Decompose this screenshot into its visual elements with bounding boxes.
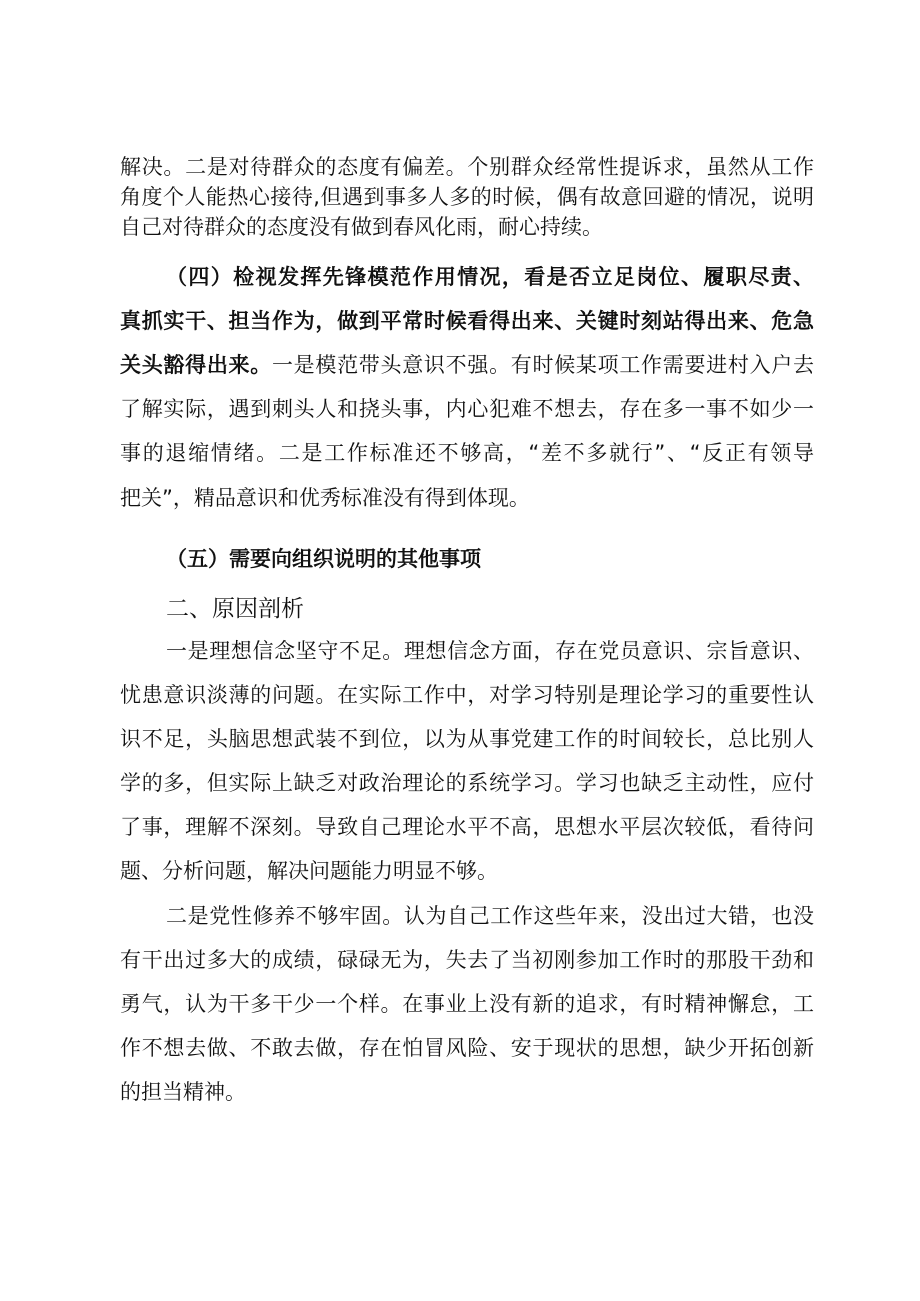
section4-title-line: 真抓实干、担当作为，做到平常时候看得出来、关键时刻站得出来、危急 <box>120 309 814 333</box>
paragraph-line: 事的退缩情绪。二是工作标准还不够高，“差不多就行”、“反正有领导 <box>120 441 814 465</box>
section4-mixed-line <box>120 350 814 380</box>
paragraph-line: 有干出过多大的成绩，碌碌无为，失去了当初刚参加工作时的那股干劲和 <box>120 948 814 972</box>
paragraph-line: 学的多，但实际上缺乏对政治理论的系统学习。学习也缺乏主动性，应付 <box>120 771 814 795</box>
section4-text: 一是模范带头意识不强。有时候某项工作需要进村入户去 <box>271 353 814 377</box>
paragraph-line: 二是党性修养不够牢固。认为自己工作这些年来，没出过大错，也没 <box>166 904 814 928</box>
paragraph-line: 识不足，头脑思想武装不到位，以为从事党建工作的时间较长，总比别人 <box>120 727 814 751</box>
section-heading: 二、原因剖析 <box>166 596 304 622</box>
paragraph-line: 了事，理解不深刻。导致自己理论水平不高，思想水平层次较低，看待问 <box>120 815 814 839</box>
paragraph-line: 了解实际，遇到刺头人和挠头事，内心犯难不想去，存在多一事不如少一 <box>120 397 814 421</box>
paragraph-line: 勇气，认为干多干少一个样。在事业上没有新的追求，有时精神懈怠，工 <box>120 992 814 1016</box>
paragraph-line: 的担当精神。 <box>120 1080 246 1104</box>
paragraph-line: 一是理想信念坚守不足。理想信念方面，存在党员意识、宗旨意识、 <box>166 639 814 663</box>
paragraph-line: 把关”，精品意识和优秀标准没有得到体现。 <box>120 486 530 510</box>
paragraph-line: 解决。二是对待群众的态度有偏差。个别群众经常性提诉求，虽然从工作 <box>120 155 814 179</box>
paragraph-line: 题、分析问题，解决问题能力明显不够。 <box>120 859 498 883</box>
paragraph-line: 作不想去做、不敢去做，存在怕冒风险、安于现状的思想，缺少开拓创新 <box>120 1036 814 1060</box>
paragraph-line: 自己对待群众的态度没有做到春风化雨，耐心持续。 <box>120 215 603 239</box>
section4-title-end: 关头豁得出来。 <box>120 353 272 377</box>
paragraph-line: 忧患意识淡薄的问题。在实际工作中，对学习特别是理论学习的重要性认 <box>120 683 814 707</box>
section5-title: （五）需要向组织说明的其他事项 <box>166 547 481 571</box>
section4-title-line: （四）检视发挥先锋模范作用情况，看是否立足岗位、履职尽责、 <box>166 265 814 289</box>
paragraph-line: 角度个人能热心接待,但遇到事多人多的时候，偶有故意回避的情况，说明 <box>120 185 814 209</box>
